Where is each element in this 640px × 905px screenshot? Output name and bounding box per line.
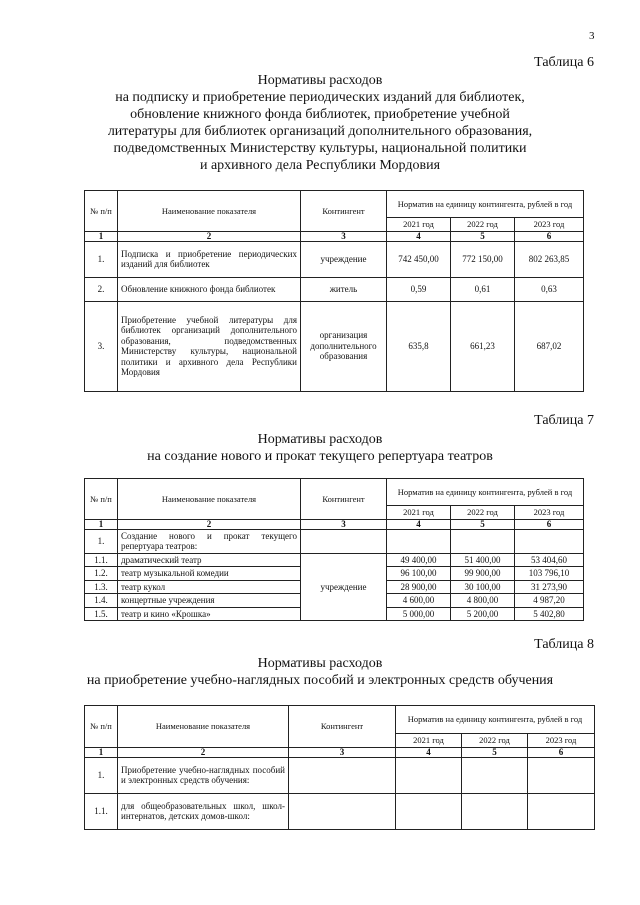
table-8-label: Таблица 8: [534, 637, 594, 652]
header-contingent: Контингент: [289, 706, 396, 748]
table-row: [85, 301, 584, 391]
row-name: Обновление книжного фонда библиотек: [118, 277, 301, 301]
empty-cell: [387, 529, 451, 553]
column-number-row: [85, 747, 595, 757]
row-name: Создание нового и прокат текущего репертуара театров:: [118, 529, 301, 553]
row-name: Подписка и приобретение периодических изданий для библиотек: [118, 241, 301, 277]
table-7-label: Таблица 7: [534, 413, 594, 428]
header-year-2023: 2023 год: [515, 218, 584, 232]
row-contingent: учреждение: [301, 241, 387, 277]
row-no: 1.3.: [85, 580, 118, 594]
row-name: театр музыкальной комедии: [118, 567, 301, 581]
row-value-2023: 31 273,90: [515, 580, 584, 594]
table-row: [85, 241, 584, 277]
header-year-2022: 2022 год: [462, 734, 528, 748]
row-value-2021: 635,8: [387, 301, 451, 391]
row-value-2023: 0,63: [515, 277, 584, 301]
row-no: 1.1.: [85, 793, 118, 829]
row-value-2021: 49 400,00: [387, 553, 451, 567]
column-number: 6: [515, 231, 584, 241]
header-norm: Норматив на единицу контингента, рублей в год: [387, 191, 584, 218]
row-value-2022: 5 200,00: [451, 607, 515, 621]
column-number: 2: [118, 231, 301, 241]
column-number: 4: [387, 231, 451, 241]
table-6: [84, 190, 584, 392]
column-number: 3: [301, 519, 387, 529]
row-value-2021: 96 100,00: [387, 567, 451, 581]
row-value-2023: 5 402,80: [515, 607, 584, 621]
table-row: [85, 553, 584, 567]
header-no: № п/п: [85, 191, 118, 232]
heading-line: и архивного дела Республики Мордовия: [199, 158, 441, 173]
table-row: [85, 529, 584, 553]
header-contingent: Контингент: [301, 191, 387, 232]
row-value-2022: 30 100,00: [451, 580, 515, 594]
header-year-2021: 2021 год: [387, 506, 451, 520]
row-value-2023: 53 404,60: [515, 553, 584, 567]
row-no: 3.: [85, 301, 118, 391]
column-number: 3: [301, 231, 387, 241]
empty-cell: [396, 757, 462, 793]
column-number: 5: [462, 747, 528, 757]
heading-line: литературы для библиотек организаций дополнительного образования,: [107, 124, 533, 139]
empty-cell: [451, 529, 515, 553]
header-norm: Норматив на единицу контингента, рублей в год: [396, 706, 595, 734]
row-contingent: учреждение: [301, 553, 387, 621]
header-no: № п/п: [85, 479, 118, 520]
row-no: 1.2.: [85, 567, 118, 581]
row-value-2021: 742 450,00: [387, 241, 451, 277]
column-number: 2: [118, 519, 301, 529]
column-number: 5: [451, 231, 515, 241]
row-no: 1.: [85, 241, 118, 277]
column-number: 5: [451, 519, 515, 529]
row-value-2022: 661,23: [451, 301, 515, 391]
heading-line: обновление книжного фонда библиотек, приобретение учебной: [130, 107, 510, 122]
heading-line: Нормативы расходов: [257, 73, 383, 88]
heading-line: Нормативы расходов: [257, 432, 383, 447]
heading-line: на приобретение учебно-наглядных пособий и электронных средств обучения: [86, 673, 554, 688]
empty-cell: [462, 793, 528, 829]
row-no: 1.: [85, 757, 118, 793]
page-number: 3: [589, 30, 595, 42]
column-number: 6: [528, 747, 595, 757]
row-name: драматический театр: [118, 553, 301, 567]
row-value-2021: 5 000,00: [387, 607, 451, 621]
column-number-row: [85, 519, 584, 529]
row-value-2021: 28 900,00: [387, 580, 451, 594]
header-year-2022: 2022 год: [451, 506, 515, 520]
empty-cell: [289, 757, 396, 793]
table-8-heading: [40, 655, 600, 689]
header-contingent: Контингент: [301, 479, 387, 520]
column-number: 2: [118, 747, 289, 757]
column-number-row: [85, 231, 584, 241]
row-name: для общеобразовательных школ, школ-интернатов, детских домов-школ:: [118, 793, 289, 829]
row-name: концертные учреждения: [118, 594, 301, 608]
header-year-2022: 2022 год: [451, 218, 515, 232]
table-row: [85, 757, 595, 793]
header-name: Наименование показателя: [118, 706, 289, 748]
row-value-2022: 772 150,00: [451, 241, 515, 277]
row-value-2023: 687,02: [515, 301, 584, 391]
row-no: 2.: [85, 277, 118, 301]
empty-cell: [396, 793, 462, 829]
header-year-2021: 2021 год: [387, 218, 451, 232]
row-no: 1.1.: [85, 553, 118, 567]
table-7-heading: [40, 431, 600, 465]
row-contingent: организация дополнительного образования: [301, 301, 387, 391]
row-value-2022: 51 400,00: [451, 553, 515, 567]
row-no: 1.5.: [85, 607, 118, 621]
row-value-2023: 103 796,10: [515, 567, 584, 581]
table-7: [84, 478, 584, 621]
header-no: № п/п: [85, 706, 118, 748]
header-year-2023: 2023 год: [528, 734, 595, 748]
header-name: Наименование показателя: [118, 479, 301, 520]
empty-cell: [528, 757, 595, 793]
column-number: 1: [85, 231, 118, 241]
column-number: 1: [85, 747, 118, 757]
column-number: 4: [396, 747, 462, 757]
row-name: Приобретение учебной литературы для библиотек организаций дополнительного образования, подведомственных Министерству культуры, национальной политики и архивного дела Республики Мордовия: [118, 301, 301, 391]
row-value-2022: 4 800,00: [451, 594, 515, 608]
table-row: [85, 793, 595, 829]
row-name: Приобретение учебно-наглядных пособий и электронных средств обучения:: [118, 757, 289, 793]
row-value-2023: 4 987,20: [515, 594, 584, 608]
table-8: [84, 705, 595, 830]
header-name: Наименование показателя: [118, 191, 301, 232]
row-value-2022: 0,61: [451, 277, 515, 301]
row-no: 1.: [85, 529, 118, 553]
column-number: 3: [289, 747, 396, 757]
table-row: [85, 277, 584, 301]
row-name: театр кукол: [118, 580, 301, 594]
row-name: театр и кино «Крошка»: [118, 607, 301, 621]
row-value-2022: 99 900,00: [451, 567, 515, 581]
row-value-2023: 802 263,85: [515, 241, 584, 277]
column-number: 4: [387, 519, 451, 529]
table-6-label: Таблица 6: [534, 55, 594, 70]
row-value-2021: 0,59: [387, 277, 451, 301]
table-6-heading: [40, 72, 600, 174]
empty-cell: [289, 793, 396, 829]
empty-cell: [301, 529, 387, 553]
heading-line: подведомственных Министерству культуры, национальной политики: [113, 141, 527, 156]
row-value-2021: 4 600,00: [387, 594, 451, 608]
empty-cell: [515, 529, 584, 553]
heading-line: на подписку и приобретение периодических изданий для библиотек,: [115, 90, 525, 105]
empty-cell: [528, 793, 595, 829]
row-contingent: житель: [301, 277, 387, 301]
heading-line: на создание нового и прокат текущего репертуара театров: [147, 449, 493, 464]
heading-line: Нормативы расходов: [257, 656, 383, 671]
header-year-2021: 2021 год: [396, 734, 462, 748]
empty-cell: [462, 757, 528, 793]
header-norm: Норматив на единицу контингента, рублей в год: [387, 479, 584, 506]
header-year-2023: 2023 год: [515, 506, 584, 520]
column-number: 1: [85, 519, 118, 529]
row-no: 1.4.: [85, 594, 118, 608]
column-number: 6: [515, 519, 584, 529]
